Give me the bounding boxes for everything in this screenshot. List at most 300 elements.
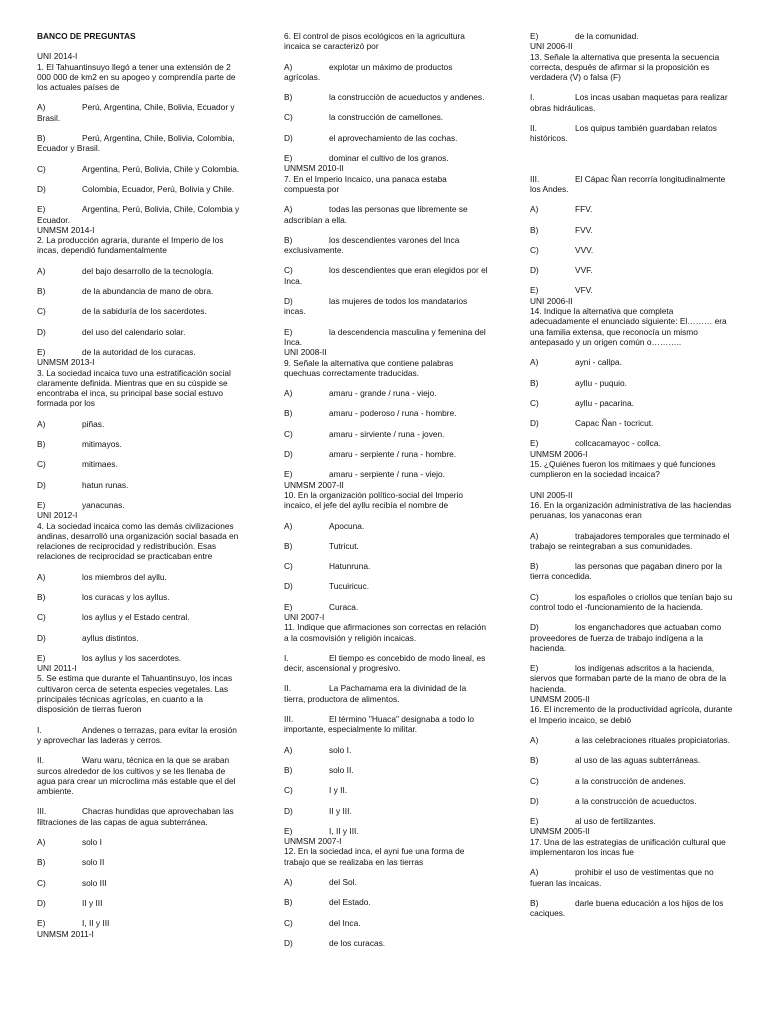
question-source: UNI 2005-II	[530, 489, 573, 500]
option-letter: A)	[284, 204, 293, 215]
option-b	[37, 439, 242, 449]
option-e	[37, 204, 242, 225]
question-source: UNMSM 2007-I	[284, 836, 342, 847]
option-e	[37, 918, 242, 928]
option-e	[530, 31, 735, 41]
option-text: Perú, Argentina, Chile, Bolivia, Ecuador y Brasil.	[37, 102, 235, 123]
option-text: I, II y III.	[329, 825, 359, 836]
option-b	[284, 92, 489, 102]
option-d	[284, 449, 489, 459]
statement-text: Chacras hundidas que aprovechaban las filtraciones de las capas de agua subterránea.	[37, 806, 234, 827]
option-c	[37, 459, 242, 469]
option-text: amaru - grande / runa - viejo.	[329, 388, 437, 399]
option-letter: D)	[37, 897, 46, 908]
option-c	[37, 612, 242, 622]
option-text: del uso del calendario solar.	[82, 326, 186, 337]
option-c	[284, 918, 489, 928]
option-text: I y II.	[329, 785, 348, 796]
option-letter: B)	[284, 234, 293, 245]
option-letter: E)	[37, 918, 46, 929]
option-letter: C)	[284, 112, 293, 123]
question-6	[284, 31, 489, 163]
option-c	[530, 245, 735, 255]
option-a	[530, 735, 735, 745]
option-d	[37, 480, 242, 490]
option-text: la descendencia masculina y femenina del Inca.	[284, 326, 486, 347]
option-text: los españoles o criollos que tenían bajo su control todo el -funcionamiento de la hacienda.	[530, 591, 733, 612]
option-letter: C)	[284, 265, 293, 276]
option-letter: E)	[284, 469, 293, 480]
option-text: VVF.	[575, 265, 593, 276]
option-text: los descendientes que eran elegidos por el Inca.	[284, 265, 488, 286]
option-a	[284, 877, 489, 887]
question-5	[37, 663, 242, 928]
option-a	[530, 531, 735, 552]
option-text: todas las personas que libremente se adscribían a ella.	[284, 204, 468, 225]
option-b	[530, 225, 735, 235]
option-text: amaru - poderoso / runa - hombre.	[329, 408, 457, 419]
option-c	[284, 785, 489, 795]
option-letter: E)	[37, 499, 46, 510]
option-e	[530, 285, 735, 295]
option-text: solo II.	[329, 764, 354, 775]
question-text: 17. Una de las estrategias de unificación cultural que implementaron los incas fue	[530, 836, 726, 858]
option-d	[530, 265, 735, 275]
statement-number: II.	[284, 683, 291, 694]
option-letter: A)	[530, 357, 539, 368]
statement-number: II.	[530, 123, 537, 134]
option-letter: B)	[530, 755, 539, 766]
option-letter: D)	[284, 449, 293, 460]
option-text: yanacunas.	[82, 499, 125, 510]
option-text: amaru - serpiente / runa - viejo.	[329, 469, 445, 480]
option-c	[284, 429, 489, 439]
statement-number: I.	[284, 652, 289, 663]
statement-text: El término "Huaca" designaba a todo lo importante, especialmente lo militar.	[284, 714, 475, 735]
option-a	[37, 266, 242, 276]
page-title: BANCO DE PREGUNTAS	[37, 31, 136, 41]
option-text: dominar el cultivo de los granos.	[329, 153, 449, 164]
spacer	[530, 480, 735, 490]
option-c	[37, 164, 242, 174]
question-7	[284, 163, 489, 347]
spacer	[530, 144, 735, 164]
option-a	[284, 204, 489, 225]
option-text: prohibir el uso de vestimentas que no fueran las incaicas.	[530, 867, 714, 888]
option-letter: D)	[284, 581, 293, 592]
question-12	[284, 836, 489, 948]
option-letter: C)	[37, 612, 46, 623]
option-letter: E)	[284, 153, 293, 164]
statement-text: Los incas usaban maquetas para realizar obras hidráulicas.	[530, 92, 728, 113]
option-letter: E)	[530, 31, 539, 41]
option-letter: D)	[530, 418, 539, 429]
option-text: al uso de fertilizantes.	[575, 816, 656, 827]
option-text: FFV.	[575, 204, 593, 215]
option-b	[284, 897, 489, 907]
option-text: del Estado.	[329, 897, 371, 908]
option-letter: B)	[530, 561, 539, 572]
option-letter: A)	[530, 530, 539, 541]
question-text: 14. Indique la alternativa que completa adecuadamente el enunciado siguiente: El……… era una familia extensa, que reconocía un mismo antepasado y un origen común o………..	[530, 306, 727, 347]
option-text: solo III	[82, 877, 107, 888]
option-c	[37, 878, 242, 888]
option-letter: B)	[37, 857, 46, 868]
option-letter: B)	[530, 897, 539, 908]
option-text: Argentina, Perú, Bolivia, Chile y Colombia.	[82, 163, 240, 174]
question-text: 3. La sociedad incaica tuvo una estratificación social claramente definida. Mientras que en su cúspide se encontraba el inca, su principal base social estuvo formada por los	[37, 367, 231, 409]
option-d	[37, 898, 242, 908]
option-letter: E)	[284, 825, 293, 836]
question-12-continued	[530, 31, 735, 41]
option-e	[284, 602, 489, 612]
option-letter: D)	[37, 632, 46, 643]
question-source: UNI 2012-I	[37, 510, 78, 521]
option-b	[284, 408, 489, 418]
option-letter: E)	[37, 652, 46, 663]
option-d	[37, 184, 242, 194]
question-2	[37, 225, 242, 357]
question-source: UNMSM 2007-II	[284, 479, 344, 490]
option-letter: E)	[530, 438, 539, 449]
option-text: darle buena educación a los hijos de los caciques.	[530, 897, 724, 919]
option-text: las personas que pagaban dinero por la tierra concedida.	[530, 561, 723, 582]
option-e	[530, 438, 735, 448]
column-2	[284, 31, 489, 948]
option-letter: D)	[284, 296, 293, 307]
option-a	[530, 357, 735, 367]
question-source: UNMSM 2011-I	[37, 928, 94, 939]
option-e	[284, 469, 489, 479]
option-letter: B)	[284, 540, 293, 551]
option-letter: C)	[530, 591, 539, 602]
option-a	[37, 419, 242, 429]
option-text: explotar un máximo de productos agrícolas.	[284, 61, 453, 82]
option-text: a la construcción de acueductos.	[575, 795, 697, 806]
option-letter: C)	[530, 397, 539, 408]
question-16a	[530, 490, 735, 694]
statement-text: La Pachamama era la divinidad de la tierra, productora de alimentos.	[284, 683, 467, 704]
option-letter: B)	[284, 92, 293, 103]
question-text: 2. La producción agraria, durante el Imperio de los incas, dependió fundamentalmente	[37, 235, 224, 256]
option-c	[530, 398, 735, 408]
question-text: 12. En la sociedad inca, el ayni fue una forma de trabajo que se realizaba en las tierras	[284, 846, 465, 867]
statement-iii	[530, 174, 735, 195]
option-a	[284, 521, 489, 531]
option-letter: D)	[530, 265, 539, 276]
option-letter: E)	[284, 601, 293, 612]
statement-text: El Cápac Ñan recorría longitudinalmente los Andes.	[530, 173, 726, 194]
option-letter: C)	[530, 244, 539, 255]
option-letter: D)	[37, 479, 46, 490]
statement-number: II.	[37, 755, 44, 766]
option-letter: A)	[284, 388, 293, 399]
question-text: 5. Se estima que durante el Tahuantinsuyo, los incas cultivaron cerca de setenta especies vegetales. Las principales técnicas agrícolas, en cuanto a la disposición de tierras fueron	[37, 673, 233, 715]
option-letter: A)	[530, 734, 539, 745]
statement-ii	[37, 755, 242, 796]
option-a	[284, 745, 489, 755]
option-text: Perú, Argentina, Chile, Bolivia, Colombia, Ecuador y Brasil.	[37, 133, 235, 154]
question-16b	[530, 694, 735, 826]
statement-text: Andenes o terrazas, para evitar la erosión y aprovechar las laderas y cerros.	[37, 724, 237, 745]
option-text: a la construcción de andenes.	[575, 775, 686, 786]
option-text: trabajadores temporales que terminado el trabajo se reintegraban a sus comunidades.	[530, 530, 730, 551]
question-text: 11. Indique que afirmaciones son correctas en relación a la cosmovisión y religión incaicas.	[284, 622, 487, 643]
option-text: Tutricut.	[329, 540, 359, 551]
option-text: las mujeres de todos los mandatarios incas.	[284, 296, 468, 317]
option-letter: C)	[37, 163, 46, 174]
option-text: del Sol.	[329, 877, 357, 888]
option-b	[37, 592, 242, 602]
option-a	[284, 388, 489, 398]
option-text: II y III.	[329, 805, 352, 816]
question-text: 7. En el Imperio Incaico, una panaca estaba compuesta por	[284, 173, 447, 194]
option-letter: E)	[530, 285, 539, 296]
option-letter: E)	[530, 816, 539, 827]
option-letter: C)	[284, 785, 293, 796]
option-b	[530, 561, 735, 582]
option-letter: B)	[530, 224, 539, 235]
option-d	[284, 938, 489, 948]
option-letter: C)	[530, 775, 539, 786]
option-text: el aprovechamiento de las cochas.	[329, 132, 458, 143]
option-text: solo I.	[329, 744, 352, 755]
question-source: UNMSM 2013-I	[37, 357, 95, 368]
option-letter: B)	[37, 439, 46, 450]
option-text: los ayllus y los sacerdotes.	[82, 652, 182, 663]
option-e	[37, 653, 242, 663]
question-source: UNMSM 2005-II	[530, 826, 590, 837]
option-text: a las celebraciones rituales propiciatorias.	[575, 734, 730, 745]
option-letter: B)	[37, 591, 46, 602]
option-d	[530, 418, 735, 428]
option-text: Tucuiricuc.	[329, 581, 370, 592]
option-text: ayni - callpa.	[575, 357, 622, 368]
option-text: del bajo desarrollo de la tecnología.	[82, 265, 214, 276]
question-text: 16. El incremento de la productividad agrícola, durante el Imperio incaico, se debió	[530, 704, 733, 725]
option-letter: A)	[284, 61, 293, 72]
option-text: de los curacas.	[329, 937, 386, 948]
question-3	[37, 357, 242, 510]
option-letter: A)	[530, 204, 539, 215]
question-text: 6. El control de pisos ecológicos en la agricultura incaica se caracterizó por	[284, 31, 465, 52]
question-source: UNMSM 2014-I	[37, 224, 95, 235]
option-letter: D)	[284, 805, 293, 816]
option-text: solo I	[82, 837, 102, 848]
option-text: Curaca.	[329, 601, 359, 612]
option-text: ayllus distintos.	[82, 632, 139, 643]
option-d	[37, 327, 242, 337]
option-letter: E)	[37, 204, 46, 215]
option-text: VFV.	[575, 285, 593, 296]
question-10	[284, 480, 489, 612]
question-source: UNI 2007-I	[284, 611, 325, 622]
option-text: solo II	[82, 857, 105, 868]
statement-number: III.	[37, 806, 47, 817]
option-letter: B)	[284, 408, 293, 419]
option-letter: B)	[284, 897, 293, 908]
question-15	[530, 449, 735, 490]
question-text: 1. El Tahuantinsuyo llegó a tener una extensión de 2 000 000 de km2 en su apogeo y comprendía parte de los actuales países de	[37, 61, 236, 93]
question-14	[530, 296, 735, 449]
option-a	[37, 837, 242, 847]
option-b	[284, 235, 489, 256]
option-letter: A)	[37, 418, 46, 429]
option-e	[37, 347, 242, 357]
question-13	[530, 41, 735, 295]
option-text: los miembros del ayllu.	[82, 571, 167, 582]
statement-number: I.	[37, 724, 42, 735]
option-letter: A)	[284, 520, 293, 531]
option-text: ayllu - pacarina.	[575, 397, 634, 408]
option-e	[284, 826, 489, 836]
question-source: UNI 2006-II	[530, 41, 573, 52]
statement-iii	[284, 714, 489, 735]
option-text: Argentina, Perú, Bolivia, Chile, Colombia y Ecuador.	[37, 204, 240, 225]
option-a	[530, 867, 735, 888]
question-11	[284, 612, 489, 836]
option-e	[530, 663, 735, 694]
option-d	[284, 806, 489, 816]
option-letter: E)	[530, 663, 539, 674]
option-letter: D)	[530, 795, 539, 806]
option-b	[530, 898, 735, 919]
option-text: los indígenas adscritos a la hacienda, siervos que formaban parte de la mano de obra de la hacienda.	[530, 663, 727, 694]
option-letter: B)	[37, 133, 46, 144]
option-text: al uso de las aguas subterráneas.	[575, 755, 701, 766]
option-c	[530, 592, 735, 613]
question-source: UNI 2008-II	[284, 347, 327, 358]
question-text: 10. En la organización político-social del Imperio incaico, el jefe del ayllu recibía el nombre de	[284, 489, 464, 511]
question-text: 4. La sociedad incaica como las demás civilizaciones andinas, desarrolló una organización social basada en relaciones de reciprocidad y redistribución. Esas relaciones de reciprocidad se practicaban entre	[37, 520, 239, 562]
question-source: UNI 2014-I	[37, 51, 78, 62]
column-1	[37, 31, 242, 939]
option-b	[284, 541, 489, 551]
option-text: FVV.	[575, 224, 593, 235]
option-letter: D)	[37, 183, 46, 194]
option-d	[284, 581, 489, 591]
option-letter: C)	[284, 428, 293, 439]
option-text: collcacamayoc - collca.	[575, 438, 661, 449]
option-text: Hatunruna.	[329, 561, 371, 572]
statement-text: Los quipus también guardaban relatos históricos.	[530, 123, 717, 144]
option-text: VVV.	[575, 244, 594, 255]
question-source: UNMSM 2010-II	[284, 163, 344, 174]
option-c	[284, 561, 489, 571]
option-text: ayllu - puquio.	[575, 377, 627, 388]
option-text: los curacas y los ayllus.	[82, 591, 170, 602]
option-e	[530, 816, 735, 826]
statement-text: El tiempo es concebido de modo lineal, es decir, ascensional y progresivo.	[284, 652, 486, 674]
column-3	[530, 31, 735, 919]
option-text: del Inca.	[329, 917, 361, 928]
option-letter: A)	[284, 877, 293, 888]
option-letter: A)	[37, 571, 46, 582]
statement-text: Waru waru, técnica en la que se araban surcos alrededor de los cultivos y se les llenaba de agua para crear un microclima más estable que el del ambiente.	[37, 755, 236, 797]
option-letter: D)	[284, 132, 293, 143]
option-text: de la autoridad de los curacas.	[82, 346, 196, 357]
option-text: los descendientes varones del Inca exclusivamente.	[284, 234, 460, 256]
question-text: 16. En la organización administrativa de las haciendas peruanas, los yanaconas eran	[530, 499, 732, 521]
option-text: piñas.	[82, 418, 105, 429]
option-letter: C)	[37, 306, 46, 317]
statement-ii	[530, 123, 735, 144]
question-source: UNI 2006-II	[530, 295, 573, 306]
statement-i	[37, 725, 242, 746]
question-text: 15. ¿Quiénes fueron los mitimaes y qué funciones cumplieron en la sociedad incaica?	[530, 459, 716, 480]
question-source: UNMSM 2005-II	[530, 694, 590, 705]
option-b	[530, 378, 735, 388]
option-text: la construcción de acueductos y andenes.	[329, 92, 485, 103]
question-source: UNMSM 2006-I	[530, 448, 588, 459]
option-text: hatun runas.	[82, 479, 129, 490]
question-1	[37, 51, 242, 225]
option-letter: C)	[284, 917, 293, 928]
statement-i	[284, 653, 489, 674]
statement-number: I.	[530, 92, 535, 103]
option-d	[284, 296, 489, 317]
option-e	[284, 153, 489, 163]
option-d	[530, 622, 735, 653]
option-text: amaru - serpiente / runa - hombre.	[329, 449, 457, 460]
option-c	[284, 265, 489, 286]
option-letter: B)	[37, 286, 46, 297]
option-letter: A)	[284, 744, 293, 755]
option-text: Apocuna.	[329, 520, 365, 531]
statement-iii	[37, 806, 242, 827]
option-letter: C)	[284, 561, 293, 572]
option-text: mitimayos.	[82, 439, 122, 450]
option-e	[284, 327, 489, 348]
option-text: de la comunidad.	[575, 31, 639, 41]
question-9	[284, 347, 489, 479]
option-e	[37, 500, 242, 510]
option-letter: E)	[37, 346, 46, 357]
option-b	[37, 133, 242, 154]
option-letter: A)	[530, 867, 539, 878]
option-d	[530, 796, 735, 806]
option-c	[37, 306, 242, 316]
option-text: Capac Ñan - tocricut.	[575, 418, 654, 429]
option-letter: B)	[530, 377, 539, 388]
option-text: la construcción de camellones.	[329, 112, 444, 123]
question-4	[37, 510, 242, 663]
question-source: UNI 2011-I	[37, 663, 77, 674]
option-a	[284, 62, 489, 83]
option-text: mitimaes.	[82, 459, 118, 470]
option-text: Colombia, Ecuador, Perú, Bolivia y Chile.	[82, 183, 235, 194]
statement-i	[530, 92, 735, 113]
option-letter: A)	[37, 265, 46, 276]
option-d	[37, 633, 242, 643]
option-d	[284, 133, 489, 143]
statement-number: III.	[284, 714, 294, 725]
option-a	[37, 572, 242, 582]
option-letter: C)	[37, 459, 46, 470]
option-letter: E)	[284, 326, 293, 337]
option-text: los enganchadores que actuaban como proveedores de fuerza de trabajo indígena a la hacienda.	[530, 622, 722, 653]
question-17	[530, 826, 735, 918]
option-c	[530, 776, 735, 786]
option-b	[530, 755, 735, 765]
option-letter: A)	[37, 102, 46, 113]
option-letter: D)	[284, 937, 293, 948]
statement-number: III.	[530, 173, 540, 184]
option-text: I, II y III	[82, 918, 110, 929]
option-letter: D)	[37, 326, 46, 337]
option-letter: A)	[37, 837, 46, 848]
option-c	[284, 112, 489, 122]
